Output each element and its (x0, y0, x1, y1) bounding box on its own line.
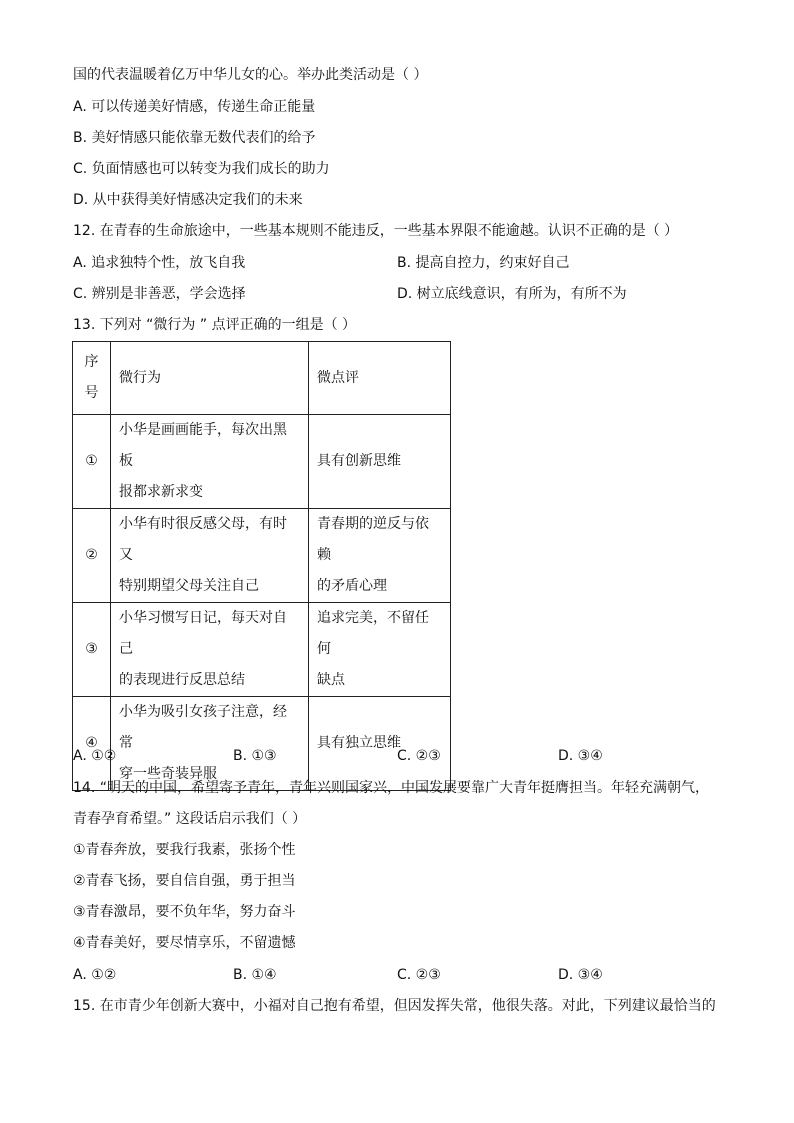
q14-option-a: A. ①② (73, 967, 117, 983)
q12-option-d: D. 树立底线意识，有所为，有所不为 (397, 286, 627, 302)
q14-statement-2: ②青春飞扬，要自信自强，勇于担当 (73, 873, 296, 889)
behavior-line-1: 小华为吸引女孩子注意，经常 (119, 704, 287, 751)
behavior-line-2: 报都求新求变 (119, 484, 203, 500)
q14-option-b: B. ①④ (233, 967, 277, 983)
row-comment (309, 415, 451, 509)
table-header-row (73, 342, 451, 415)
q15-stem: 15. 在市青少年创新大赛中，小福对自己抱有希望，但因发挥失常，他很失落。对此，下列建议最恰当的 (73, 998, 716, 1014)
q13-table (72, 341, 451, 791)
row-behavior (111, 415, 309, 509)
behavior-line-1: 小华是画画能手，每次出黑板 (119, 422, 287, 469)
comment-line-2: 的矛盾心理 (317, 578, 387, 594)
q11-option-a: A. 可以传递美好情感，传递生命正能量 (73, 99, 316, 115)
q14-option-d: D. ③④ (558, 967, 603, 983)
q14-stem-line-2: 青春孕育希望。” 这段话启示我们（ ） (73, 811, 307, 827)
table-row (73, 509, 451, 603)
table-row (73, 697, 451, 791)
q11-option-d: D. 从中获得美好情感决定我们的未来 (73, 192, 303, 208)
q13-option-d: D. ③④ (558, 748, 603, 764)
row-number: ① (73, 415, 111, 509)
q13-option-b: B. ①③ (233, 748, 277, 764)
header-number (73, 342, 111, 415)
comment-line-1: 具有创新思维 (317, 453, 401, 469)
row-number: ③ (73, 603, 111, 697)
row-comment (309, 603, 451, 697)
q12-option-c: C. 辨别是非善恶，学会选择 (73, 286, 246, 302)
behavior-line-2: 特别期望父母关注自己 (119, 578, 259, 594)
comment-line-2: 缺点 (317, 672, 345, 688)
header-number-line-1: 序 (84, 354, 99, 370)
row-comment (309, 509, 451, 603)
comment-line-1: 追求完美，不留任何 (317, 610, 429, 657)
q13-option-c: C. ②③ (397, 748, 441, 764)
comment-line-1: 具有独立思维 (317, 735, 401, 751)
behavior-line-2: 的表现进行反思总结 (119, 672, 245, 688)
q13-stem: 13. 下列对 “微行为 ” 点评正确的一组是（ ） (73, 317, 357, 333)
q14-statement-4: ④青春美好，要尽情享乐，不留遗憾 (73, 935, 296, 951)
q14-stem-line-1: 14. “明天的中国，希望寄予青年，青年兴则国家兴，中国发展要靠广大青年挺膺担当。年轻充满朝气， (73, 780, 709, 796)
q12-option-a: A. 追求独特个性，放飞自我 (73, 255, 246, 271)
q14-statement-1: ①青春奔放，要我行我素，张扬个性 (73, 842, 296, 858)
q14-statement-3: ③青春激昂，要不负年华，努力奋斗 (73, 904, 296, 920)
row-behavior (111, 509, 309, 603)
q12-option-b: B. 提高自控力，约束好自己 (397, 255, 570, 271)
q11-option-c: C. 负面情感也可以转变为我们成长的助力 (73, 161, 330, 177)
comment-line-1: 青春期的逆反与依赖 (317, 516, 429, 563)
row-behavior (111, 603, 309, 697)
row-behavior (111, 697, 309, 791)
behavior-line-1: 小华习惯写日记，每天对自己 (119, 610, 287, 657)
behavior-line-2: 穿一些奇装异服 (119, 766, 217, 782)
header-behavior: 微行为 (111, 342, 309, 415)
table-row (73, 603, 451, 697)
q11-option-b: B. 美好情感只能依靠无数代表们的给予 (73, 130, 316, 146)
q11-stem-tail: 国的代表温暖着亿万中华儿女的心。举办此类活动是（ ） (73, 67, 428, 83)
q12-stem: 12. 在青春的生命旅途中，一些基本规则不能违反，一些基本界限不能逾越。认识不正确的是（ ） (73, 223, 679, 239)
header-number-line-2: 号 (84, 385, 99, 401)
header-comment: 微点评 (309, 342, 451, 415)
behavior-line-1: 小华有时很反感父母，有时又 (119, 516, 287, 563)
row-number: ② (73, 509, 111, 603)
q13-option-a: A. ①② (73, 748, 117, 764)
row-number: ④ (73, 697, 111, 791)
row-comment (309, 697, 451, 791)
table-row (73, 415, 451, 509)
q14-option-c: C. ②③ (397, 967, 441, 983)
